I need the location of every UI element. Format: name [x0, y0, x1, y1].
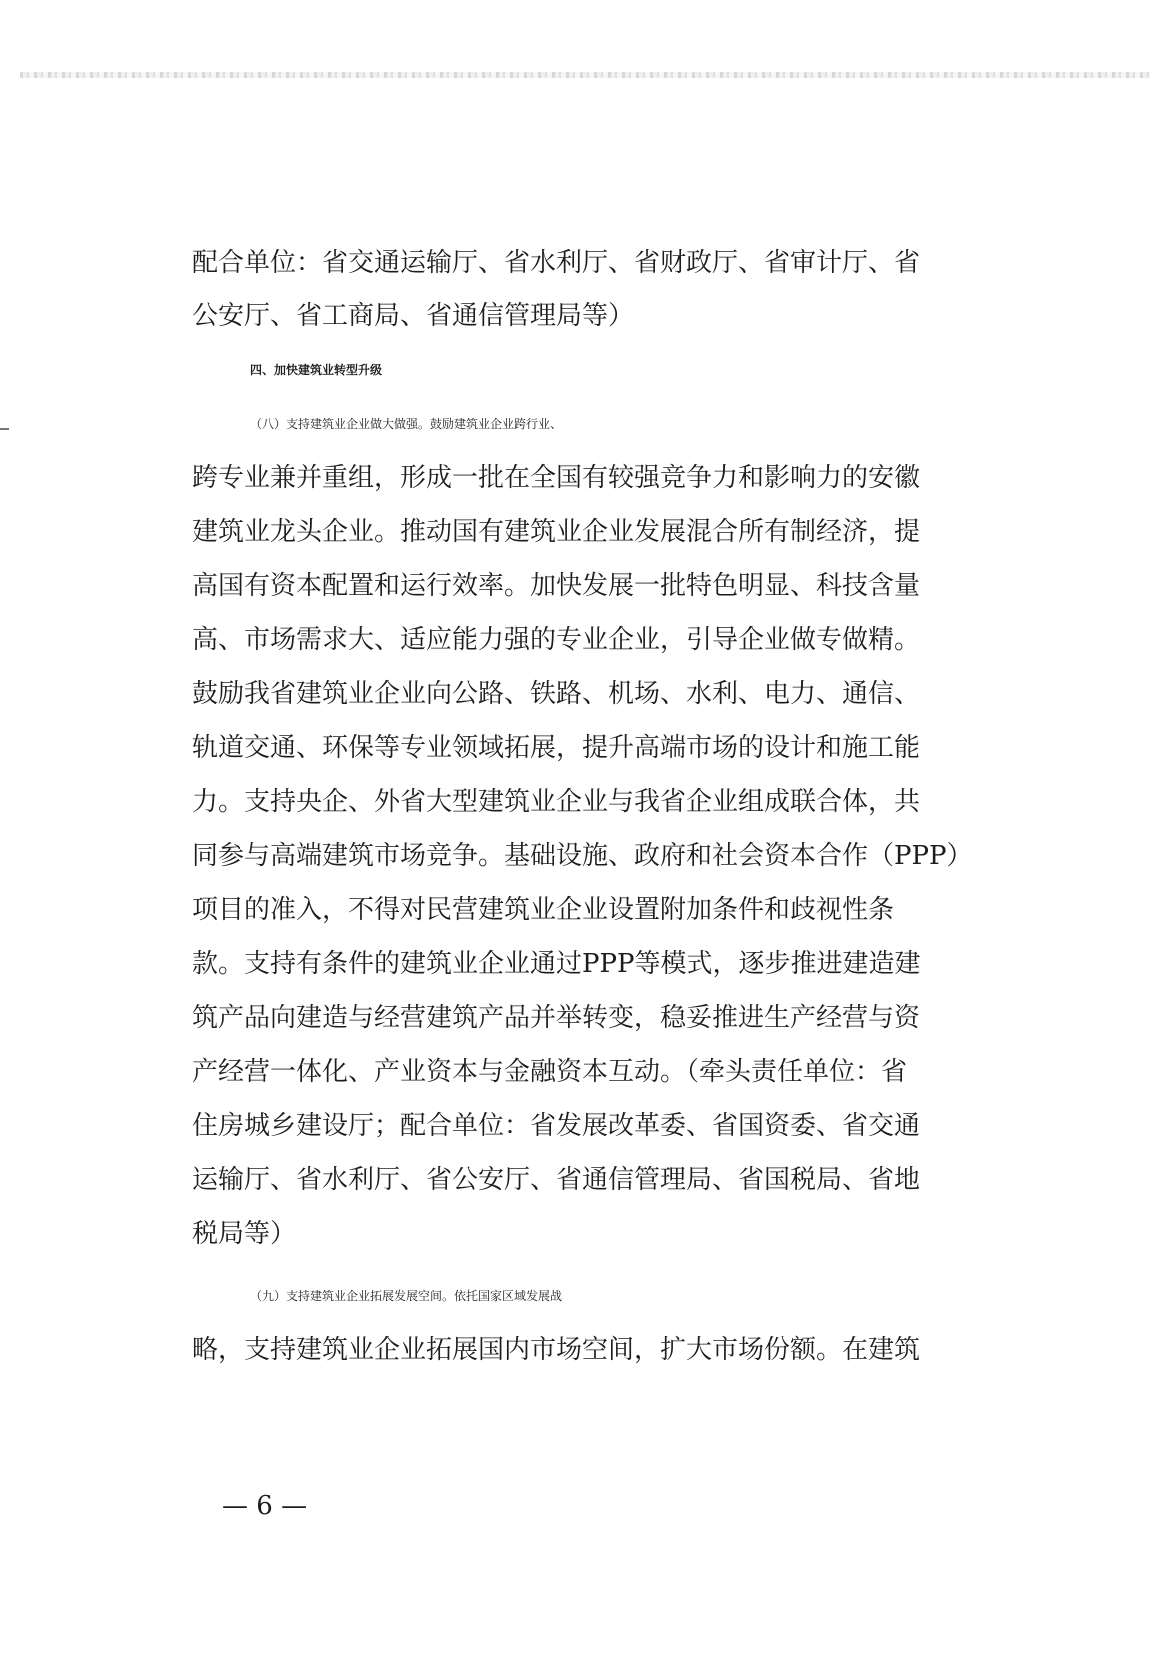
text-line: 力。支持央企、外省大型建筑业企业与我省企业组成联合体，共 — [192, 787, 921, 817]
page-number: — 6 — — [222, 1491, 308, 1521]
text-line: 筑产品向建造与经营建筑产品并举转变，稳妥推进生产经营与资 — [192, 1003, 921, 1033]
text-line: 住房城乡建设厅；配合单位：省发展改革委、省国资委、省交通 — [192, 1111, 921, 1141]
text-line: 建筑业龙头企业。推动国有建筑业企业发展混合所有制经济，提 — [192, 517, 921, 547]
text-line: 税局等） — [192, 1219, 297, 1249]
text-line: （八）支持建筑业企业做大做强。鼓励建筑业企业跨行业、 — [250, 417, 563, 431]
text-line: 公安厅、省工商局、省通信管理局等） — [192, 301, 635, 331]
text-line: 产经营一体化、产业资本与金融资本互动。（牵头责任单位：省 — [192, 1057, 908, 1087]
text-line: 项目的准入，不得对民营建筑业企业设置附加条件和歧视性条 — [192, 895, 895, 925]
text-line: 略，支持建筑业企业拓展国内市场空间，扩大市场份额。在建筑 — [192, 1335, 921, 1365]
text-line: 配合单位：省交通运输厅、省水利厅、省财政厅、省审计厅、省 — [192, 248, 921, 278]
text-line: 高、市场需求大、适应能力强的专业企业，引导企业做专做精。 — [192, 625, 921, 655]
scan-edge-artifact — [20, 72, 1150, 78]
text-line: 高国有资本配置和运行效率。加快发展一批特色明显、科技含量 — [192, 571, 921, 601]
text-line: 同参与高端建筑市场竞争。基础设施、政府和社会资本合作（PPP） — [192, 841, 973, 871]
text-line: 跨专业兼并重组，形成一批在全国有较强竞争力和影响力的安徽 — [192, 463, 921, 493]
text-line: 运输厅、省水利厅、省公安厅、省通信管理局、省国税局、省地 — [192, 1165, 921, 1195]
text-line: 轨道交通、环保等专业领域拓展，提升高端市场的设计和施工能 — [192, 733, 921, 763]
margin-tick-mark — [0, 428, 9, 430]
text-line: （九）支持建筑业企业拓展发展空间。依托国家区域发展战 — [250, 1289, 563, 1303]
section-heading: 四、加快建筑业转型升级 — [250, 363, 383, 377]
text-line: 鼓励我省建筑业企业向公路、铁路、机场、水利、电力、通信、 — [192, 679, 921, 709]
text-line: 款。支持有条件的建筑业企业通过PPP等模式，逐步推进建造建 — [192, 949, 921, 979]
